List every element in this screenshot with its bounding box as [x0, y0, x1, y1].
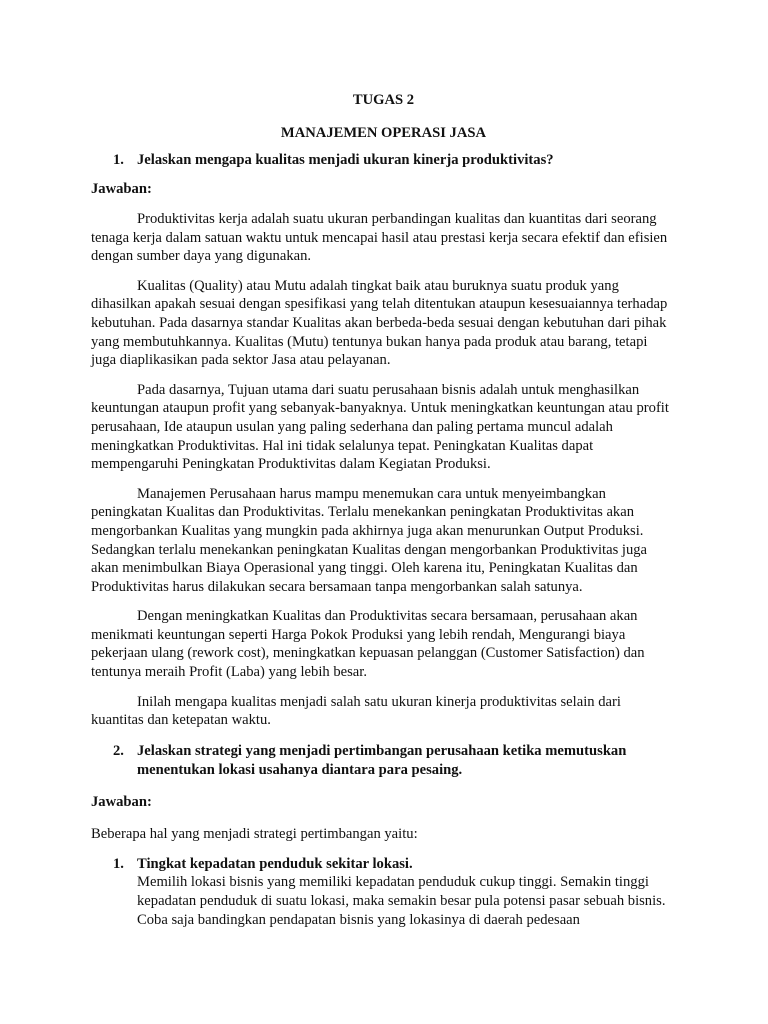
strategy-point-body: Memilih lokasi bisnis yang memiliki kepadatan penduduk cukup tinggi. Semakin tinggi kepadatan penduduk di suatu lokasi, maka semakin besar pula potensi pasar sebuah bisnis. Coba saja bandingkan pendapatan bisnis yang lokasinya di daerah pedesaan: [137, 874, 666, 928]
answer-label-1: Jawaban:: [91, 181, 152, 197]
paragraph: Inilah mengapa kualitas menjadi salah satu ukuran kinerja produktivitas selain dari kuantitas dan ketepatan waktu.: [91, 693, 621, 729]
paragraph: Produktivitas kerja adalah suatu ukuran perbandingan kualitas dan kuantitas dari seorang tenaga kerja dalam satuan waktu untuk mencapai hasil atau prestasi kerja secara efektif dan efisien dengan sumber daya yang digunakan.: [91, 211, 668, 265]
question-1: [91, 151, 676, 170]
document-title: TUGAS 2: [352, 92, 415, 108]
strategy-point-1: [91, 855, 676, 929]
paragraph: Pada dasarnya, Tujuan utama dari suatu perusahaan bisnis adalah untuk menghasilkan keuntungan ataupun profit yang sebanyak-banyaknya. Untuk meningkatkan keuntungan atau profit perusahaan, Ide ataupun usulan yang paling sederhana dan paling pertama muncul adalah meningkatkan Produktivitas. Hal ini tidak selalunya tepat. Peningkatan Kualitas dapat mempengaruhi Peningkatan Produktivitas dalam Kegiatan Produksi.: [91, 381, 669, 473]
paragraph: Kualitas (Quality) atau Mutu adalah tingkat baik atau buruknya suatu produk yang dihasilkan apakah sesuai dengan spesifikasi yang telah ditentukan ataupun kesesuaiannya terhadap kebutuhan. Pada dasarnya standar Kualitas akan berbeda-beda sesuai dengan kebutuhan dari pihak yang membutuhkannya. Kualitas (Mutu) tentunya bukan hanya pada produk atau barang, tetapi juga diaplikasikan pada sektor Jasa atau pelayanan.: [91, 277, 668, 369]
question-2-number: 2.: [113, 742, 124, 759]
question-2-text: Jelaskan strategi yang menjadi pertimbangan perusahaan ketika memutuskan menentukan lokasi usahanya diantara para pesaing.: [137, 742, 627, 778]
question-1-number: 1.: [113, 152, 124, 168]
question-2: [91, 742, 676, 780]
document-subtitle: MANAJEMEN OPERASI JASA: [280, 125, 487, 141]
answer-2-intro: Beberapa hal yang menjadi strategi pertimbangan yaitu:: [91, 825, 418, 842]
strategy-point-heading: Tingkat kepadatan penduduk sekitar lokasi.: [137, 855, 413, 872]
document-body: [91, 90, 676, 929]
paragraph: Manajemen Perusahaan harus mampu menemukan cara untuk menyeimbangkan peningkatan Kualitas dan Produktivitas. Terlalu menekankan peningkatan Produktivitas akan mengorbankan Kualitas yang mungkin pada akhirnya juga akan menurunkan Output Produksi. Sedangkan terlalu menekankan peningkatan Kualitas dengan mengorbankan Produktivitas juga akan menimbulkan Biaya Operasional yang tinggi. Oleh karena itu, Peningkatan Kualitas dan Produktivitas harus dilakukan secara bersamaan tanpa mengorbankan salah satunya.: [91, 485, 648, 595]
answer-label-2: Jawaban:: [91, 793, 152, 810]
question-1-text: Jelaskan mengapa kualitas menjadi ukuran kinerja produktivitas?: [137, 152, 554, 168]
strategy-point-content: [137, 855, 676, 929]
paragraph: Dengan meningkatkan Kualitas dan Produktivitas secara bersamaan, perusahaan akan menikmati keuntungan seperti Harga Pokok Produksi yang lebih rendah, Mengurangi biaya pekerjaan ulang (rework cost), meningkatkan kepuasan pelanggan (Customer Satisfaction) dan tentunya meraih Profit (Laba) yang lebih besar.: [91, 608, 645, 681]
strategy-point-number: 1.: [113, 855, 124, 872]
